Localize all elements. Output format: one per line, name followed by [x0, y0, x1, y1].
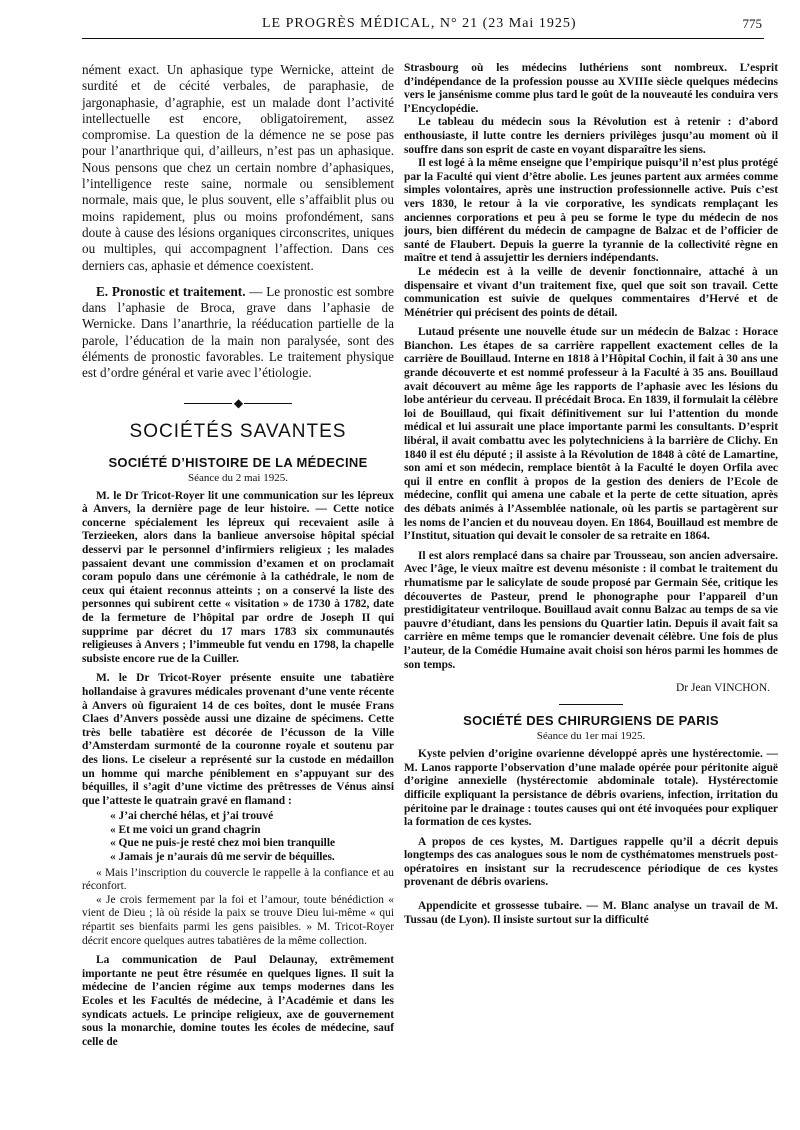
- paragraph-revolution: Le tableau du médecin sous la Révolution est à retenir : d’abord enthousiaste, il lutte contre les derniers privilèges jusqu’au moment où il souffre dans son esprit de caste en voyant disparaître les siens.: [404, 116, 778, 156]
- paragraph-aphasia-intelligence: nément exact. Un aphasique type Wernicke, atteint de surdité et de cécité verbales, de paraphasie, de jargonaphasie, d’agraphie, est un malade dont l’activité intellectuelle est encore, obligatoirement, assez compromise. La question de la démence ne se pose pas pour l’anarthrique qui, d’ailleurs, n’est pas un aphasique. Nous pensons que chez un certain nombre d’aphasiques, l’intelligence reste saine, normale ou sensiblement normale, mais que, le plus souvent, elle s’affaiblit plus ou moins rapidement, plus ou moins profondément, sans doute à cause des lésions organiques circonscrites, uniques ou multiples, qui accompagnent l’affection. Dans ces derniers cas, aphasie et démence coexistent.: [82, 62, 394, 273]
- section-title: SOCIÉTÉS SAVANTES: [129, 420, 347, 442]
- page-number: 775: [742, 16, 762, 31]
- paragraph-trousseau: Il est alors remplacé dans sa chaire par Trousseau, son ancien adversaire. Avec l’âge, le vieux maître est devenu mésoniste : il combat le traitement du rhumatisme par le salicylate de soude proposé par Germain Sée, critique les découvertes de Pasteur, prend le phonographe pour l’appareil d’un prestidigitateur ventriloque. Bouillaud avait connu Balzac au temps de sa vie pauvre d’étudiant, dans les pensions du Quartier latin. Depuis il avait fait sa carrière en même temps que le romancier devenait célèbre. Une fois de plus l’auteur, de la Comédie Humaine avait choisi son héros parmi les hommes de son temps.: [404, 549, 778, 671]
- seance-date-histoire: Séance du 2 mai 1925.: [188, 471, 288, 484]
- paragraph-lepers: M. le Dr Tricot-Royer lit une communication sur les lépreux à Anvers, la dernière page de leur histoire. — Cette notice concerne spécialement les lépreux qui recevaient asile à Terzieeken, alors dans la banlieue anversoise hôpital spécial desservi par le personnel d’infirmiers religieux ; les malades passaient devant une commission d’examen et on proclamait coram populo dans une cérémonie à la cathédrale, le nom de ceux qui étaient reconnus atteints ; on a conservé la liste des personnes qui subirent cette « visitation » de 1730 à 1782, date de la fermeture de l’hôpital par ordre de Joseph II qui supprime par décret du 17 mars 1783 six communautés religieuses à Anvers ; l’immeuble fut vendu en 1798, la chapelle subsiste encore rue de la Cuiller.: [82, 489, 394, 665]
- poem-line: « Que ne puis-je resté chez moi bien tranquille: [110, 837, 336, 850]
- flemish-quatrain: [110, 810, 394, 864]
- paragraph-tabatiere: M. le Dr Tricot-Royer présente ensuite une tabatière hollandaise à gravures médicales provenant d’une vente récente à Anvers où figuraient 14 de ces boîtes, dont le musée Frans Claes d’Anvers possède aussi une dizaine de spécimens. Cette très belle tabatière est décorée de l’écusson de la Ville d’Amsterdam surmonté de la couronne royale et soutenu par des lions. Le ciseleur a représenté sur la custode en médaillon un homme qui marche péniblement en s’appuyant sur des béquilles, il s’agit d’une victime des prêtresses de Vénus ainsi que l’atteste le quatrain gravé en flamand :: [82, 672, 394, 807]
- page-header: [82, 14, 764, 39]
- paragraph-delaunay: La communication de Paul Delaunay, extrêmement importante ne peut être résumée en quelques lignes. Il suit la médecine de l’ancien régime aux temps modernes dans les Ecoles et les Facultés de médecine, à l’Académie et dans les syndicats actuels. Le principe religieux, axe de gouvernement sous la monarchie, domine toutes les écoles de médecine, sauf celle de: [82, 954, 394, 1048]
- paragraph-fonctionnaire: Le médecin est à la veille de devenir fonctionnaire, attaché à un dispensaire et vivant d’un traitement fixe, quel que soit son travail. Cette communication est suivie de quelques commentaires d’Hervé et de Ménétrier qui précisent des points de détail.: [404, 265, 778, 319]
- separator-rule: [559, 704, 623, 705]
- society-title-histoire: SOCIÉTÉ D’HISTOIRE DE LA MÉDECINE: [108, 454, 368, 470]
- paragraph-prognosis: [82, 284, 394, 382]
- poem-line: « Et me voici un grand chagrin: [110, 823, 261, 836]
- paragraph-lutaud: Lutaud présente une nouvelle étude sur un médecin de Balzac : Horace Bianchon. Les étapes de sa carrière rappellent exactement celles de la carrière de Bouillaud. Interne en 1818 à l’Hôpital Cochin, il fait à 30 ans une grande découverte et est nommé professeur à la Faculté à 35 ans. Bouillaud avait découvert au même âge les rapports de l’aphasie avec les lésions du lobe antérieur du cerveau. Il précédait Broca. En 1839, il formulait la célèbre loi de Bouillaud, qui fixait définitivement sur lui l’attention du monde médical et lui assurait une place importante parmi les consultants. D’esprit libéral, il avait combattu avec les polytechniciens à la barrière de Clichy. En 1840 il est élu député ; il assiste à la Révolution de 1848 à côté de Lamartine, son ami et son médecin, remplace bientôt à la Faculté le doyen Orfila avec qui il entre en conflit à propos de la gestion des deniers de l’Ecole de médecine, conflit qui amena une cabale et la perte de cette situation, après des débats animés à l’Assemblée nationale, où les partis se partagèrent sur les noms de l’ancien et du nouveau doyen. En 1864, Bouillaud est membre de l’Institut, situation qui devait le consoler de sa retraite en 1864.: [404, 326, 778, 543]
- paragraph-kyste: Kyste pelvien d’origine ovarienne développé après une hystérectomie. — M. Lanos rapporte l’observation d’une malade opérée pour péritonite aiguë d’origine annexielle (hystérectomie abdominale totale). Hystérectomie difficile expliquant la persistance de débris ovariens, infection, irritation du péritoine par le drainage : toutes causes qui ont été invoquées pour expliquer la formation de ces kystes.: [404, 748, 778, 829]
- running-title: LE PROGRÈS MÉDICAL, N° 21 (23 Mai 1925): [262, 16, 577, 31]
- poem-line: « J’ai cherché hélas, et j’ai trouvé: [110, 810, 274, 823]
- poem-line: « Jamais je n’aurais dû me servir de béquilles.: [110, 851, 335, 864]
- paragraph-inscription: « Mais l’inscription du couvercle le rappelle à la confiance et au réconfort.: [82, 866, 394, 893]
- prognosis-text: — Le pronostic est sombre dans l’aphasie de Broca, grave dans l’aphasie de Wernicke. Dans l’anarthrie, la rééducation partielle de la parole, l’éducation de la main non paralysée, sont des éléments de pronostic favorables. Le traitement physique est d’ordre général et varie avec l’étiologie.: [82, 283, 394, 381]
- right-column: [404, 62, 778, 927]
- paragraph-dartigues: A propos de ces kystes, M. Dartigues rappelle qu’il a décrit depuis longtemps des cas analogues sous le nom de cysthématomes menstruels post-opératoires en insistant sur la recrudescence périodique de ces kystes provenant de débris ovariens.: [404, 835, 778, 889]
- society-title-chirurgiens: SOCIÉTÉ DES CHIRURGIENS DE PARIS: [463, 713, 719, 729]
- section-ornament: ◆: [82, 396, 394, 411]
- author-signature: Dr Jean VINCHON.: [675, 682, 770, 695]
- prognosis-heading: E. Pronostic et traitement.: [96, 283, 246, 299]
- left-column: [82, 62, 394, 1049]
- paragraph-appendicite: Appendicite et grossesse tubaire. — M. Blanc analyse un travail de M. Tussau (de Lyon). Il insiste surtout sur la difficulté: [404, 900, 778, 926]
- paragraph-strasbourg: Strasbourg où les médecins luthériens sont nombreux. L’esprit d’indépendance de la profession pousse au XVIIIe siècle quelques médecins vers le jansénisme comme plus tard le goût de la nouveauté les conduira vers l’Encyclopédie.: [404, 62, 778, 115]
- seance-date-chirurgiens: Séance du 1er mai 1925.: [536, 730, 646, 743]
- paragraph-benediction: « Je crois fermement par la foi et l’amour, toute bénédiction « vient de Dieu ; là où réside la paix se trouve Dieu lui-même « qui répartit ses bienfaits parmi les gens paisibles. » M. Tricot-Royer décrit encore quelques autres tabatières de la même collection.: [82, 893, 394, 947]
- paragraph-empirique: Il est logé à la même enseigne que l’empirique puisqu’il n’est plus protégé par la Faculté qui vient d’être abolie. Les jeunes partent aux armées comme simples volontaires, après une instruction professionnelle active. Puis c’est vers 1830, le retour à la vie corporative, les syndicats remplaçant les anciennes corporations et peu à peu se forme le type du médecin de nos jours, bien différent du médecin de campagne de Balzac et de l’officier de santé de Flaubert. Depuis la guerre la tyrannie de la collectivité règne en maître et tend à assujettir les derniers indépendants.: [404, 157, 778, 265]
